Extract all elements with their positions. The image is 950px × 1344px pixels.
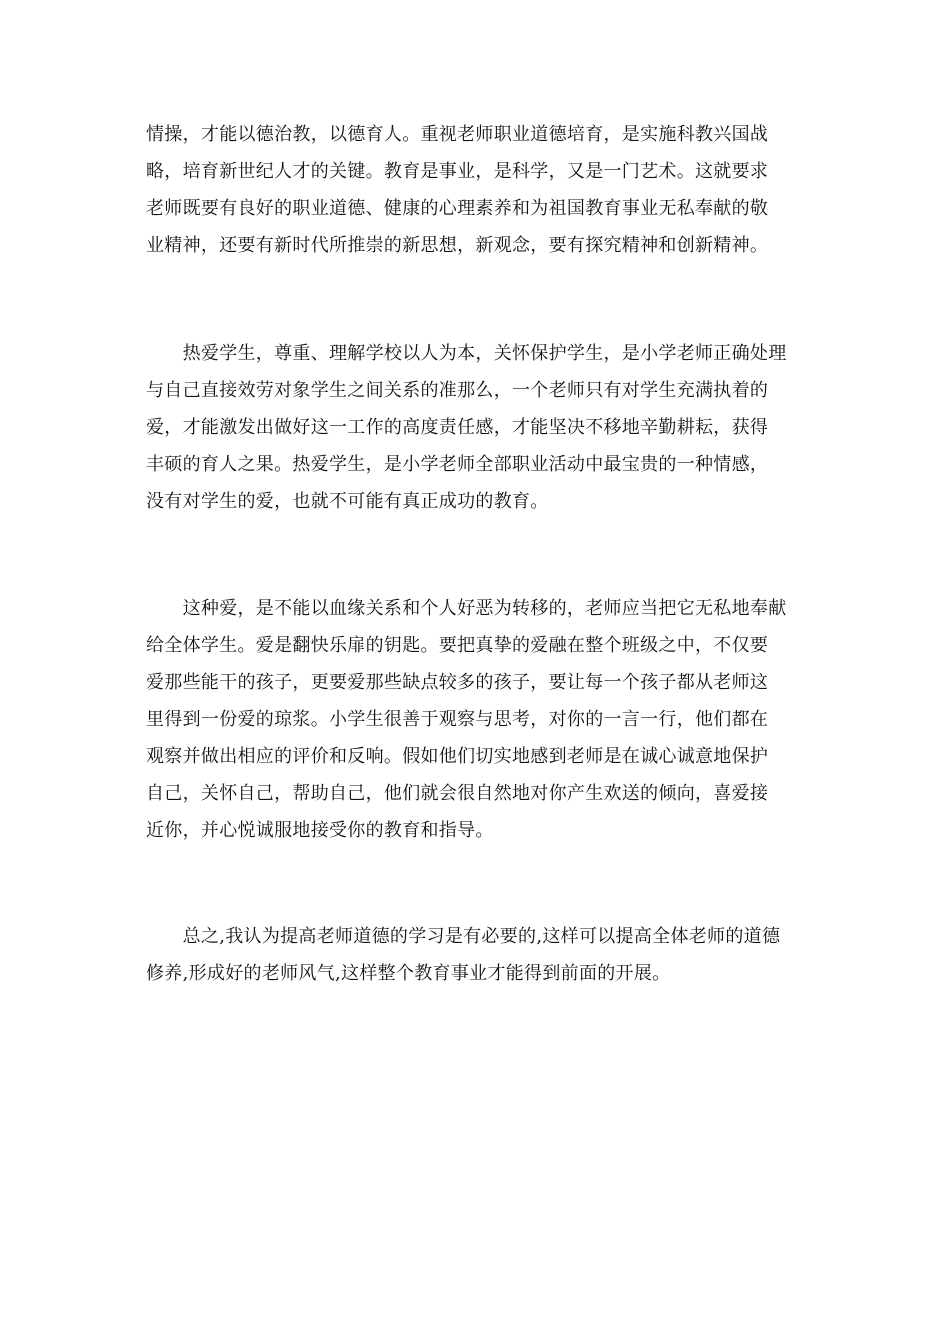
paragraph-line: 没有对学生的爱，也就不可能有真正成功的教育。 — [146, 491, 549, 512]
paragraph-line: 里得到一份爱的琼浆。小学生很善于观察与思考，对你的一言一行，他们都在 — [146, 709, 769, 730]
paragraph-line: 爱那些能干的孩子，更要爱那些缺点较多的孩子，要让每一个孩子都从老师这 — [146, 672, 769, 693]
paragraph-line: 丰硕的育人之果。热爱学生，是小学老师全部职业活动中最宝贵的一种情感， — [146, 454, 769, 475]
paragraph-line: 情操，才能以德治教，以德育人。重视老师职业道德培育，是实施科教兴国战 — [146, 124, 769, 145]
paragraph-4 — [146, 918, 806, 992]
paragraph-line: 爱，才能激发出做好这一工作的高度责任感，才能坚决不移地辛勤耕耘，获得 — [146, 417, 769, 438]
paragraph-line: 这种爱，是不能以血缘关系和个人好恶为转移的，老师应当把它无私地奉献 — [146, 598, 787, 619]
paragraph-line: 给全体学生。爱是翻快乐扉的钥匙。要把真挚的爱融在整个班级之中，不仅要 — [146, 635, 769, 656]
paragraph-line: 老师既要有良好的职业道德、健康的心理素养和为祖国教育事业无私奉献的敬 — [146, 198, 769, 219]
paragraph-line: 热爱学生，尊重、理解学校以人为本，关怀保护学生，是小学老师正确处理 — [146, 343, 787, 364]
paragraph-2 — [146, 335, 806, 520]
paragraph-line: 自己，关怀自己，帮助自己，他们就会很自然地对你产生欢送的倾向，喜爱接 — [146, 783, 769, 804]
paragraph-line: 观察并做出相应的评价和反响。假如他们切实地感到老师是在诚心诚意地保护 — [146, 746, 769, 767]
paragraph-1 — [146, 116, 806, 264]
paragraph-line: 近你，并心悦诚服地接受你的教育和指导。 — [146, 820, 494, 841]
paragraph-line: 略，培育新世纪人才的关键。教育是事业，是科学，又是一门艺术。这就要求 — [146, 161, 769, 182]
paragraph-line: 总之,我认为提高老师道德的学习是有必要的,这样可以提高全体老师的道德 — [146, 926, 781, 947]
paragraph-line: 业精神，还要有新时代所推崇的新思想，新观念，要有探究精神和创新精神。 — [146, 235, 769, 256]
paragraph-line: 修养,形成好的老师风气,这样整个教育事业才能得到前面的开展。 — [146, 963, 671, 984]
paragraph-3 — [146, 590, 806, 849]
paragraph-line: 与自己直接效劳对象学生之间关系的准那么，一个老师只有对学生充满执着的 — [146, 380, 769, 401]
